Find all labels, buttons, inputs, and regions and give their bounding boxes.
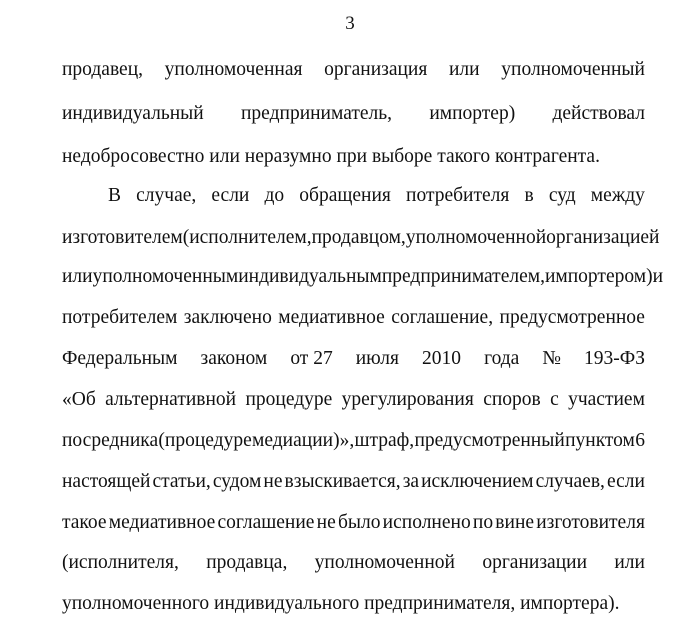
word: соглашение — [217, 512, 315, 533]
word: импортером) — [544, 266, 653, 287]
word: соглашение, — [391, 307, 494, 328]
text-line — [62, 57, 645, 83]
word: или — [62, 266, 93, 287]
word: № — [542, 348, 561, 369]
text-line — [62, 387, 645, 413]
word: изготовителя — [536, 512, 645, 533]
word: года — [484, 348, 520, 369]
word: медиативное — [278, 307, 385, 328]
word: индивидуальный — [62, 103, 204, 124]
word: (процедуре — [158, 430, 252, 451]
word: продавцом, — [311, 227, 406, 248]
text-line — [62, 305, 645, 331]
word: организации — [482, 552, 588, 573]
word: альтернативной — [105, 389, 237, 410]
word: недобросовестно или неразумно при выборе такого контрагента. — [62, 146, 600, 167]
word: продавец, — [62, 59, 144, 80]
word: исполнено — [382, 512, 471, 533]
word: заключено — [183, 307, 272, 328]
word: изготовителем — [62, 227, 183, 248]
word: 6 — [635, 430, 645, 451]
word: настоящей — [62, 471, 151, 492]
word: предпринимателем, — [381, 266, 545, 287]
word: действовал — [552, 103, 645, 124]
word: индивидуальным — [238, 266, 382, 287]
word: не — [263, 471, 283, 492]
word: обращения — [299, 185, 391, 206]
word: за — [402, 471, 420, 492]
word: исключением — [421, 471, 534, 492]
word: потребителем — [62, 307, 178, 328]
word: было — [337, 512, 381, 533]
word: уполномоченным — [92, 266, 239, 287]
word: суд — [548, 185, 576, 206]
word: 193-ФЗ — [584, 348, 645, 369]
word: не — [316, 512, 336, 533]
word: штраф, — [354, 430, 415, 451]
word: урегулирования — [341, 389, 474, 410]
word: предусмотренный — [414, 430, 565, 451]
word: «Об — [62, 389, 96, 410]
word: случае, — [136, 185, 197, 206]
word: от 27 — [290, 348, 333, 369]
word: организацией — [546, 227, 660, 248]
word: импортер) — [429, 103, 516, 124]
word: уполномоченной — [405, 227, 547, 248]
word: уполномоченной — [314, 552, 455, 573]
word: или — [449, 59, 480, 80]
word: участием — [568, 389, 645, 410]
text-line — [62, 550, 645, 576]
word: и — [652, 266, 663, 287]
word: если — [606, 471, 645, 492]
word: В — [108, 185, 122, 206]
word: такое — [62, 512, 107, 533]
word: по — [472, 512, 494, 533]
word: если — [211, 185, 250, 206]
text-line — [62, 264, 663, 290]
word: (исполнителя, — [62, 552, 179, 573]
text-line — [62, 428, 645, 454]
word: продавца, — [206, 552, 288, 573]
word: потребителя — [406, 185, 510, 206]
text-line — [62, 346, 645, 372]
word: организация — [324, 59, 428, 80]
word: предприниматель, — [241, 103, 393, 124]
text-line — [62, 144, 645, 170]
text-line — [62, 101, 645, 127]
word: июля — [355, 348, 399, 369]
word: случаев, — [535, 471, 605, 492]
word: (исполнителем, — [182, 227, 312, 248]
word: взыскивается, — [284, 471, 401, 492]
word: вине — [495, 512, 535, 533]
text-line — [62, 469, 645, 495]
word: уполномоченный — [501, 59, 645, 80]
word: уполномоченного индивидуального предпринимателя, импортера). — [62, 593, 620, 614]
word: медиации)», — [252, 430, 355, 451]
word: 2010 — [422, 348, 462, 369]
word: посредника — [62, 430, 159, 451]
word: уполномоченная — [164, 59, 303, 80]
word: предусмотренное — [499, 307, 645, 328]
word: медиативное — [108, 512, 216, 533]
word: с — [550, 389, 559, 410]
word: споров — [483, 389, 541, 410]
text-line — [62, 510, 645, 536]
text-line — [62, 225, 660, 251]
text-line — [108, 183, 645, 209]
word: законом — [200, 348, 268, 369]
word: процедуре — [245, 389, 333, 410]
word: судом — [212, 471, 262, 492]
word: или — [614, 552, 645, 573]
word: между — [590, 185, 645, 206]
text-line — [62, 591, 645, 617]
page-number: 3 — [345, 13, 355, 34]
word: до — [264, 185, 285, 206]
word: в — [524, 185, 534, 206]
word: Федеральным — [62, 348, 178, 369]
word: пунктом — [565, 430, 635, 451]
word: статьи, — [152, 471, 211, 492]
